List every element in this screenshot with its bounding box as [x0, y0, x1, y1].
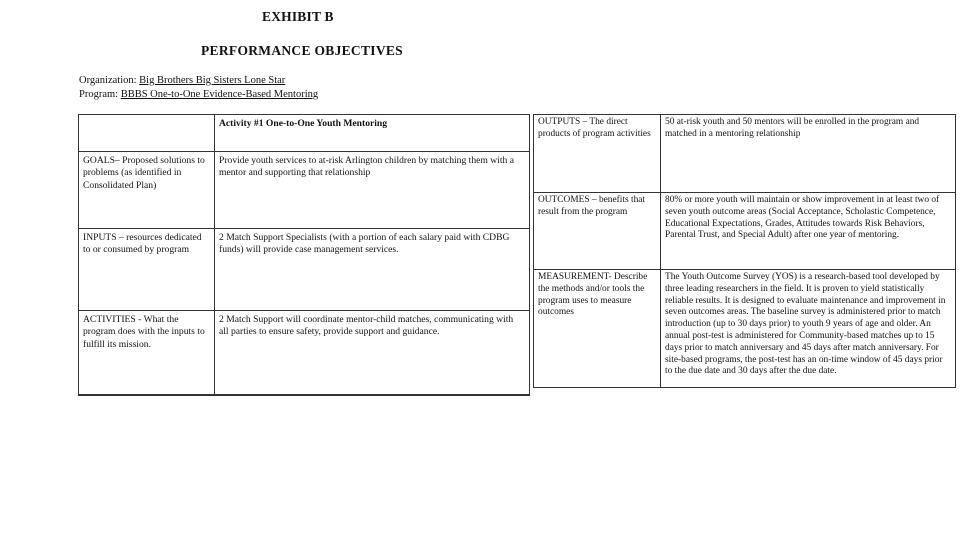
activities-value: 2 Match Support will coordinate mentor-child matches, communicating with all parties to ensure safety, provide support and guidance.	[215, 311, 530, 396]
outputs-label: OUTPUTS – The direct products of program activities	[534, 115, 661, 193]
exhibit-title: EXHIBIT B	[262, 9, 334, 24]
objectives-table-right	[533, 114, 956, 388]
table-row	[534, 193, 956, 270]
activity-column-header: Activity #1 One-to-One Youth Mentoring	[215, 115, 530, 152]
program-line	[79, 89, 318, 101]
measurement-label: MEASUREMENT- Describe the methods and/or tools the program uses to measure outcomes	[534, 270, 661, 388]
organization-value: Big Brothers Big Sisters Lone Star	[139, 75, 286, 86]
table-row	[534, 270, 956, 388]
page-title: PERFORMANCE OBJECTIVES	[201, 43, 403, 58]
measurement-value: The Youth Outcome Survey (YOS) is a research-based tool developed by three leading researchers in the field. It is proven to yield statistically reliable results. It is designed to evaluate maintenance and improvement in seven outcomes areas. The baseline survey is administered prior to match introduction (up to 30 days prior) to youth 9 years of age and older. An annual post-test is administered for Community-based matches up to 15 days prior to match anniversary and 45 days after match anniversary. For site-based programs, the post-test has an on-time window of 45 days prior to the due date and 30 days after the due date.	[661, 270, 956, 388]
table-header-row	[79, 115, 530, 152]
table-row	[79, 311, 530, 396]
organization-label: Organization:	[79, 75, 140, 86]
outputs-value: 50 at-risk youth and 50 mentors will be enrolled in the program and matched in a mentoring relationship	[661, 115, 956, 193]
table-row	[534, 115, 956, 193]
goals-label: GOALS– Proposed solutions to problems (as identified in Consolidated Plan)	[79, 152, 215, 229]
program-label: Program:	[79, 89, 121, 100]
organization-line	[79, 75, 285, 87]
inputs-value: 2 Match Support Specialists (with a portion of each salary paid with CDBG funds) will provide case management services.	[215, 229, 530, 311]
outcomes-label: OUTCOMES – benefits that result from the program	[534, 193, 661, 270]
objectives-table-left	[78, 114, 530, 396]
activities-label: ACTIVITIES - What the program does with the inputs to fulfill its mission.	[79, 311, 215, 396]
table-row	[79, 229, 530, 311]
empty-header-cell	[79, 115, 215, 152]
table-row	[79, 152, 530, 229]
program-value: BBBS One-to-One Evidence-Based Mentoring	[120, 89, 319, 100]
outcomes-value: 80% or more youth will maintain or show improvement in at least two of seven youth outcome areas (Social Acceptance, Scholastic Competence, Educational Expectations, Grades, Attitudes towards Risk Behaviors, Parental Trust, and Special Adult) after one year of mentoring.	[661, 193, 956, 270]
goals-value: Provide youth services to at-risk Arlington children by matching them with a mentor and supporting that relationship	[215, 152, 530, 229]
inputs-label: INPUTS – resources dedicated to or consumed by program	[79, 229, 215, 311]
